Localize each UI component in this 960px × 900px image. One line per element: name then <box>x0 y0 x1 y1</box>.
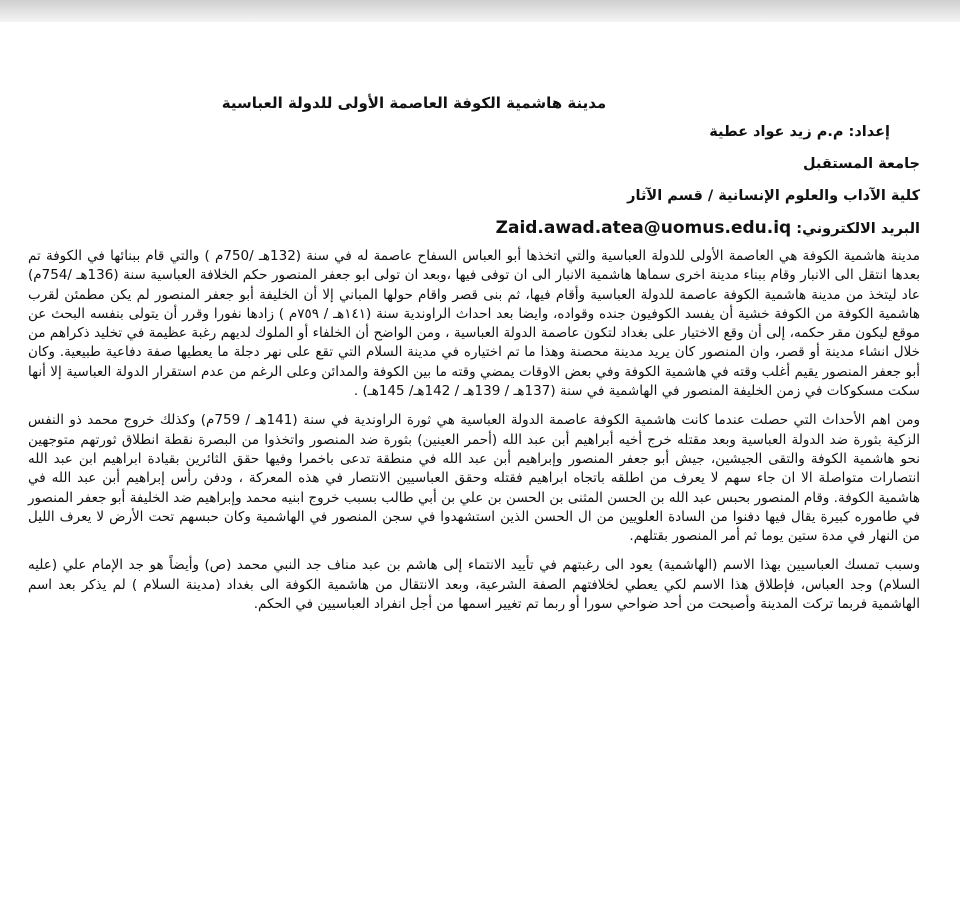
department-line: كلية الآداب والعلوم الإنسانية / قسم الآثار <box>627 188 920 204</box>
paragraph-3: وسبب تمسك العباسيين بهذا الاسم (الهاشمية) يعود الى رغبتهم في تأييد الانتماء إلى هاشم بن عبد مناف جد النبي محمد (ص) وأيضاً هو جد الإمام علي (عليه السلام) وجد العباس، فإطلاق هذا الاسم لكي يعطي لخلافتهم الصفة الشرعية، وبعد الانتقال من هاشمية الكوفة الى بغداد (مدينة السلام ) لم يذكر بعد اسم الهاشمية فربما تركت المدينة وأصبحت من أحد ضواحي سورا أو ربما تم تغيير اسمها من أجل انفراد العباسيين في الحكم. <box>28 557 920 613</box>
document-page <box>0 22 960 900</box>
author-line: إعداد: م.م زيد عواد عطية <box>709 124 890 140</box>
email-line <box>28 218 920 239</box>
window-top-bar <box>0 0 960 22</box>
university-line: جامعة المستقبل <box>802 156 920 172</box>
paragraph-1: مدينة هاشمية الكوفة هي العاصمة الأولى للدولة العباسية والتي اتخذها أبو العباس السفاح عاصمة له في سنة (132هـ /750م ) والتي قام ببنائها في الكوفة تم بعدها انتقل الى الانبار وقام ببناء مدينة اخرى سماها هاشمية الانبار الى ان توفى فيها ،وبعد ان تولى ابو جعفر المنصور حكم الخلافة العباسية سنة (136هـ /754م) عاد ليتخذ من مدينة هاشمية الكوفة عاصمة للدولة العباسية وأقام فيها، ثم بنى قصر واقام حولها المباني إلا أن الخليفة أبو جعفر المنصور لم يكن مطمئن لقرب هاشمية الكوفة من الكوفة خشية أن يفسد الكوفيون جنده وقواده، وايضا بعد احداث الراوندية سنة (١٤١هـ / ٧٥٩م ) زادها نفورا وقرر أن يتولى بنفسه البحث عن موقع ليكون مقر حكمه، إلى أن وقع الاختيار على بغداد لتكون عاصمة الدولة العباسية ، ومن الواضح أن الخلفاء أو الملوك لديهم رغبة عظيمة في تخليد ذكراهم من خلال انشاء مدينة أو قصر، وان المنصور كان يريد مدينة محصنة وهذا ما تم اختياره في مدينة السلام التي تقع على نهر دجلة ما يعطيها صفة دفاعية طبيعية. وكان أبو جعفر المنصور يقيم أغلب وقته في هاشمية الكوفة وفي بعض الاوقات يمضي وقته ما بين الكوفة والمدائن وعلى الرغم من عدم استقرار الدولة العباسية إلا أنها سكت مسكوكات في زمن الخليفة المنصور في الهاشمية في سنة (137هـ / 139هـ / 142هـ/ 145هـ) . <box>28 248 921 400</box>
email-address: Zaid.awad.atea@uomus.edu.iq <box>495 218 792 238</box>
document-title: مدينة هاشمية الكوفة العاصمة الأولى للدولة العباسية <box>221 94 607 112</box>
email-label: البريد الالكتروني: <box>796 221 920 237</box>
paragraph-2: ومن اهم الأحداث التي حصلت عندما كانت هاشمية الكوفة عاصمة الدولة العباسية هي ثورة الراوندية في سنة (141هـ / 759م) وكذلك خروج محمد ذو النفس الزكية بثورة ضد الدولة العباسية وبعد مقتله خرج أخيه أبراهيم أبن عبد الله (أحمر العينين) بثورة ضد المنصور واتخذوا من البصرة نقطة انطلاق ثورتهم متوجهين نحو هاشمية الكوفة والتقى الجيشين، جيش أبو جعفر المنصور وإبراهيم أبن عبد الله في منطقة تدعى باخمرا وفيها حقق الثائرين بقيادة ابراهيم ابن عبد الله انتصارات متواصلة الا ان جاء سهم لا يعرف من اطلقه باتجاه ابراهيم فقتله وحقق العباسيين الانتصار في هذه المعركة ، ودفن رأس إبراهيم أبن عبد الله في هاشمية الكوفة. وقام المنصور بحبس عبد الله بن الحسن المثنى بن الحسن بن علي بن أبي طالب بسبب خروج ابنيه محمد وإبراهيم ضد الخليفة أبو جعفر المنصور في طاموره كبيرة يقال فيها دفنوا من السادة العلويين من ال الحسن الذين استشهدوا في سجن المنصور في الهاشمية وكان حبسهم تحت الأرض لا يعرف الليل من النهار في مدة ستين يوما ثم أمر المنصور بقتلهم. <box>28 412 920 545</box>
document-body <box>28 94 920 624</box>
